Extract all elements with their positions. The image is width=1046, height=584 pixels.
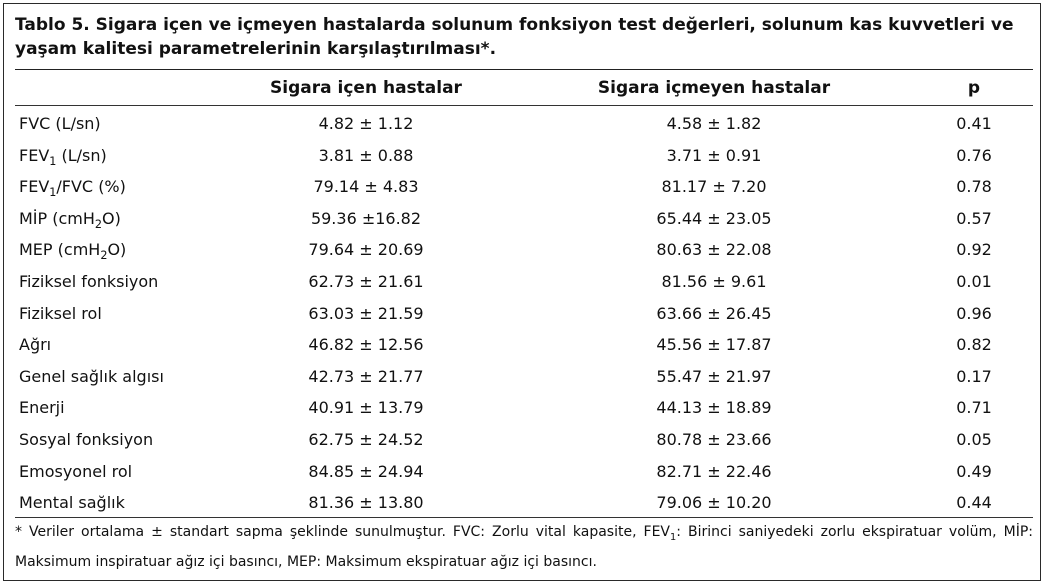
row-label: Mental sağlık	[19, 493, 125, 513]
row-label: Sosyal fonksiyon	[19, 429, 154, 449]
smokers-value: 84.85 ± 24.94	[308, 461, 424, 481]
row-label-suffix: (L/sn)	[56, 145, 107, 165]
nonsmokers-value: 45.56 ± 17.87	[656, 335, 772, 355]
table-row	[15, 361, 1033, 393]
p-value: 0.17	[956, 366, 992, 386]
table-frame	[3, 3, 1041, 581]
row-label: FVC (L/sn)	[19, 114, 101, 133]
footnote-text-1: * Veriler ortalama ± standart sapma şeklinde sunulmuştur. FVC: Zorlu vital kapasite, FEV	[15, 524, 671, 540]
row-label-subscript: 2	[100, 249, 108, 263]
footnote-text-2: : Birinci saniyedeki zorlu ekspiratuar volüm, MİP:	[676, 524, 1034, 540]
row-label-text: MİP (cmH	[19, 208, 95, 228]
nonsmokers-value: 81.56 ± 9.61	[661, 271, 767, 291]
row-label: Enerji	[19, 398, 65, 418]
row-label: Genel sağlık algısı	[19, 366, 164, 386]
row-label-subscript: 2	[94, 217, 103, 231]
p-value: 0.78	[956, 177, 992, 197]
smokers-value: 79.64 ± 20.69	[308, 240, 424, 260]
nonsmokers-value: 4.58 ± 1.82	[666, 114, 762, 133]
p-value: 0.41	[956, 114, 992, 133]
nonsmokers-value: 3.71 ± 0.91	[666, 145, 762, 165]
smokers-value: 62.75 ± 24.52	[308, 429, 424, 449]
row-label-text: MEP (cmH	[19, 240, 101, 260]
table-row	[15, 392, 1033, 424]
smokers-value: 40.91 ± 13.79	[308, 398, 424, 418]
row-label-suffix: O)	[102, 208, 121, 228]
header-smokers: Sigara içen hastalar	[270, 78, 462, 98]
table-row	[15, 329, 1033, 361]
row-label-subscript: 1	[49, 154, 57, 168]
table-row	[15, 424, 1033, 456]
nonsmokers-value: 44.13 ± 18.89	[656, 398, 772, 418]
smokers-value: 81.36 ± 13.80	[308, 493, 424, 513]
row-label: Fiziksel rol	[19, 303, 102, 323]
table-caption: Tablo 5. Sigara içen ve içmeyen hastalarda solunum fonksiyon test değerleri, solunum kas kuvvetleri ve yaşam kalitesi parametrelerinin karşılaştırılması*.	[15, 15, 1014, 59]
footnote	[15, 520, 1033, 574]
p-value: 0.82	[956, 335, 992, 355]
p-value: 0.01	[956, 271, 992, 291]
nonsmokers-value: 80.63 ± 22.08	[656, 240, 772, 260]
smokers-value: 4.82 ± 1.12	[318, 114, 414, 133]
nonsmokers-value: 80.78 ± 23.66	[656, 429, 772, 449]
row-label: Ağrı	[19, 335, 52, 355]
p-value: 0.76	[956, 145, 992, 165]
header-nonsmokers: Sigara içmeyen hastalar	[597, 78, 831, 98]
table-row	[15, 234, 1033, 266]
p-value: 0.96	[956, 303, 992, 323]
table-row	[15, 203, 1033, 235]
header-p-value: p	[967, 78, 981, 98]
table-row	[15, 456, 1033, 488]
nonsmokers-value: 55.47 ± 21.97	[656, 366, 772, 386]
p-value: 0.49	[956, 461, 992, 481]
p-value: 0.71	[956, 398, 992, 418]
table-row	[15, 108, 1033, 140]
row-label-text: FEV	[19, 145, 50, 165]
smokers-value: 79.14 ± 4.83	[313, 177, 419, 197]
nonsmokers-value: 79.06 ± 10.20	[656, 493, 772, 513]
nonsmokers-value: 81.17 ± 7.20	[661, 177, 767, 197]
table-row	[15, 487, 1033, 519]
footnote-line-2: Maksimum inspiratuar ağız içi basıncı, MEP: Maksimum ekspiratuar ağız içi basıncı.	[15, 553, 597, 570]
footnote-line-1	[15, 520, 1033, 550]
p-value: 0.44	[956, 493, 992, 513]
p-value: 0.57	[956, 208, 992, 228]
header-rule	[15, 105, 1033, 106]
smokers-value: 46.82 ± 12.56	[308, 335, 424, 355]
row-label-subscript: 1	[49, 186, 57, 200]
row-label: Emosyonel rol	[19, 461, 133, 481]
nonsmokers-value: 82.71 ± 22.46	[656, 461, 772, 481]
table-row	[15, 298, 1033, 330]
table-body	[15, 108, 1033, 519]
table-row	[15, 171, 1033, 203]
smokers-value: 3.81 ± 0.88	[318, 145, 414, 165]
table-row	[15, 140, 1033, 172]
footnote-subscript: 1	[670, 531, 677, 543]
table-row	[15, 266, 1033, 298]
row-label-suffix: O)	[107, 240, 127, 260]
smokers-value: 42.73 ± 21.77	[308, 366, 424, 386]
top-rule	[15, 69, 1033, 70]
p-value: 0.05	[956, 429, 992, 449]
smokers-value: 59.36 ±16.82	[310, 208, 422, 228]
row-label-text: FEV	[19, 177, 50, 197]
p-value: 0.92	[956, 240, 992, 260]
nonsmokers-value: 65.44 ± 23.05	[656, 208, 772, 228]
smokers-value: 63.03 ± 21.59	[308, 303, 424, 323]
row-label: Fiziksel fonksiyon	[19, 271, 159, 291]
row-label-suffix: /FVC (%)	[56, 177, 126, 197]
nonsmokers-value: 63.66 ± 26.45	[656, 303, 772, 323]
smokers-value: 62.73 ± 21.61	[308, 271, 424, 291]
bottom-rule	[15, 517, 1033, 518]
